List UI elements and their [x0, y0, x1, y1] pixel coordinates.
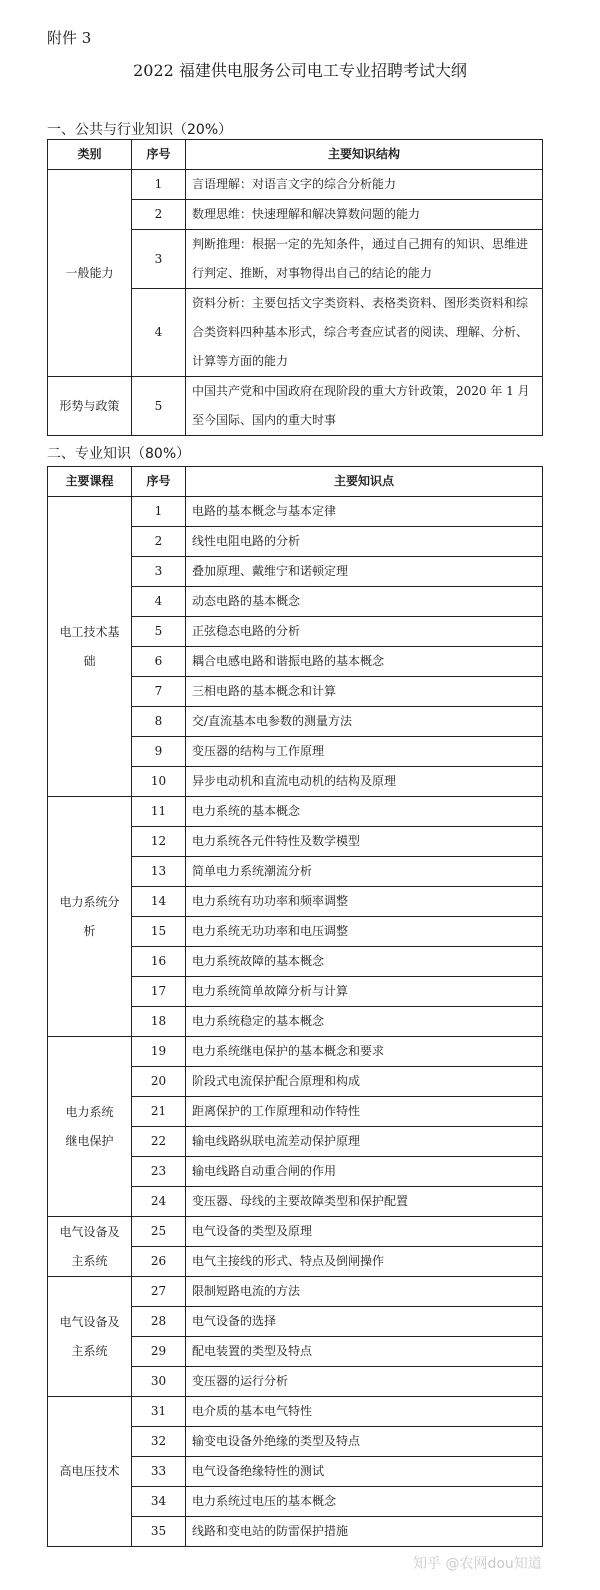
section2-heading: 二、专业知识（80%）	[47, 446, 191, 462]
row-number: 32	[132, 1427, 186, 1457]
course-name-line: 电力系统分	[59, 894, 120, 909]
course-name-line: 电力系统	[65, 1104, 114, 1119]
knowledge-point: 电力系统各元件特性及数学模型	[186, 827, 543, 857]
knowledge-point: 简单电力系统潮流分析	[186, 857, 543, 887]
column-header-number: 序号	[132, 467, 186, 497]
course-name-line: 电气设备及	[59, 1224, 120, 1239]
professional-knowledge-table	[47, 466, 543, 1547]
row-number: 5	[132, 617, 186, 647]
table-row	[48, 1217, 543, 1247]
knowledge-point: 动态电路的基本概念	[186, 587, 543, 617]
knowledge-text: 中国共产党和中国政府在现阶段的重大方针政策，2020 年 1 月至今国际、国内的重大时事	[186, 377, 543, 436]
knowledge-point: 电气主接线的形式、特点及倒闸操作	[186, 1247, 543, 1277]
row-number: 11	[132, 797, 186, 827]
row-number: 24	[132, 1187, 186, 1217]
row-number: 23	[132, 1157, 186, 1187]
row-number: 3	[132, 230, 186, 289]
row-number: 12	[132, 827, 186, 857]
row-number: 7	[132, 677, 186, 707]
column-header-number: 序号	[132, 140, 186, 170]
table-header-row	[48, 140, 543, 170]
knowledge-point: 线性电阻电路的分析	[186, 527, 543, 557]
knowledge-point: 电气设备绝缘特性的测试	[186, 1457, 543, 1487]
course-cell	[48, 1217, 132, 1277]
knowledge-point: 电路的基本概念与基本定律	[186, 497, 543, 527]
row-number: 6	[132, 647, 186, 677]
table-row	[48, 170, 543, 200]
knowledge-point: 变压器的结构与工作原理	[186, 737, 543, 767]
row-number: 9	[132, 737, 186, 767]
course-cell	[48, 1277, 132, 1397]
knowledge-point: 电力系统无功功率和电压调整	[186, 917, 543, 947]
row-number: 19	[132, 1037, 186, 1067]
course-cell	[48, 1037, 132, 1217]
course-name-line: 主系统	[71, 1343, 108, 1358]
knowledge-point: 电力系统简单故障分析与计算	[186, 977, 543, 1007]
watermark: 知乎 @农网dou知道	[413, 1556, 542, 1572]
row-number: 13	[132, 857, 186, 887]
course-cell	[48, 797, 132, 1037]
knowledge-point: 电力系统过电压的基本概念	[186, 1487, 543, 1517]
course-cell	[48, 1397, 132, 1547]
row-number: 10	[132, 767, 186, 797]
section1-heading: 一、公共与行业知识（20%）	[47, 122, 233, 138]
row-number: 20	[132, 1067, 186, 1097]
row-number: 17	[132, 977, 186, 1007]
knowledge-point: 电介质的基本电气特性	[186, 1397, 543, 1427]
attachment-label: 附件 3	[47, 29, 92, 47]
knowledge-point: 变压器的运行分析	[186, 1367, 543, 1397]
table-row	[48, 497, 543, 527]
knowledge-point: 输电线路自动重合闸的作用	[186, 1157, 543, 1187]
column-header-course: 主要课程	[48, 467, 132, 497]
row-number: 4	[132, 289, 186, 377]
row-number: 18	[132, 1007, 186, 1037]
knowledge-point: 输变电设备外绝缘的类型及特点	[186, 1427, 543, 1457]
knowledge-point: 异步电动机和直流电动机的结构及原理	[186, 767, 543, 797]
knowledge-point: 电力系统故障的基本概念	[186, 947, 543, 977]
row-number: 8	[132, 707, 186, 737]
knowledge-point: 距离保护的工作原理和动作特性	[186, 1097, 543, 1127]
knowledge-point: 电力系统的基本概念	[186, 797, 543, 827]
row-number: 1	[132, 170, 186, 200]
table-row	[48, 1277, 543, 1307]
row-number: 3	[132, 557, 186, 587]
knowledge-point: 叠加原理、戴维宁和诺顿定理	[186, 557, 543, 587]
course-name-line: 电气设备及	[59, 1314, 120, 1329]
row-number: 34	[132, 1487, 186, 1517]
column-header-content: 主要知识结构	[186, 140, 543, 170]
table-header-row	[48, 467, 543, 497]
table-row	[48, 377, 543, 436]
knowledge-point: 交/直流基本电参数的测量方法	[186, 707, 543, 737]
column-header-knowledge-point: 主要知识点	[186, 467, 543, 497]
row-number: 4	[132, 587, 186, 617]
knowledge-point: 变压器、母线的主要故障类型和保护配置	[186, 1187, 543, 1217]
row-number: 28	[132, 1307, 186, 1337]
category-cell: 形势与政策	[48, 377, 132, 436]
row-number: 31	[132, 1397, 186, 1427]
table-row	[48, 797, 543, 827]
row-number: 30	[132, 1367, 186, 1397]
knowledge-text: 判断推理：根据一定的先知条件，通过自己拥有的知识、思维进行判定、推断，对事物得出自己的结论的能力	[186, 230, 543, 289]
row-number: 27	[132, 1277, 186, 1307]
row-number: 21	[132, 1097, 186, 1127]
course-name-line: 础	[83, 653, 96, 668]
course-name-line: 电工技术基	[59, 624, 120, 639]
category-cell: 一般能力	[48, 170, 132, 377]
knowledge-point: 电力系统继电保护的基本概念和要求	[186, 1037, 543, 1067]
knowledge-point: 限制短路电流的方法	[186, 1277, 543, 1307]
knowledge-point: 电力系统有功功率和频率调整	[186, 887, 543, 917]
row-number: 25	[132, 1217, 186, 1247]
knowledge-point: 三相电路的基本概念和计算	[186, 677, 543, 707]
table-row	[48, 1037, 543, 1067]
row-number: 1	[132, 497, 186, 527]
knowledge-point: 耦合电感电路和谐振电路的基本概念	[186, 647, 543, 677]
document-title: 2022 福建供电服务公司电工专业招聘考试大纲	[133, 61, 467, 80]
public-knowledge-table	[47, 139, 543, 436]
knowledge-point: 配电装置的类型及特点	[186, 1337, 543, 1367]
row-number: 2	[132, 200, 186, 230]
knowledge-point: 线路和变电站的防雷保护措施	[186, 1517, 543, 1547]
row-number: 2	[132, 527, 186, 557]
course-name-line: 继电保护	[65, 1133, 114, 1148]
row-number: 5	[132, 377, 186, 436]
knowledge-point: 电气设备的选择	[186, 1307, 543, 1337]
knowledge-text: 言语理解：对语言文字的综合分析能力	[186, 170, 543, 200]
course-name-line: 主系统	[71, 1253, 108, 1268]
course-cell	[48, 497, 132, 797]
course-name-line: 析	[83, 923, 96, 938]
knowledge-point: 正弦稳态电路的分析	[186, 617, 543, 647]
knowledge-text: 数理思维：快速理解和解决算数问题的能力	[186, 200, 543, 230]
row-number: 35	[132, 1517, 186, 1547]
knowledge-point: 阶段式电流保护配合原理和构成	[186, 1067, 543, 1097]
row-number: 15	[132, 917, 186, 947]
row-number: 26	[132, 1247, 186, 1277]
table-row	[48, 1397, 543, 1427]
row-number: 29	[132, 1337, 186, 1367]
row-number: 14	[132, 887, 186, 917]
column-header-category: 类别	[48, 140, 132, 170]
row-number: 33	[132, 1457, 186, 1487]
course-name-line: 高电压技术	[59, 1464, 120, 1478]
row-number: 22	[132, 1127, 186, 1157]
row-number: 16	[132, 947, 186, 977]
knowledge-point: 电气设备的类型及原理	[186, 1217, 543, 1247]
knowledge-point: 输电线路纵联电流差动保护原理	[186, 1127, 543, 1157]
knowledge-point: 电力系统稳定的基本概念	[186, 1007, 543, 1037]
knowledge-text: 资料分析：主要包括文字类资料、表格类资料、图形类资料和综合类资料四种基本形式，综合考查应试者的阅读、理解、分析、计算等方面的能力	[186, 289, 543, 377]
